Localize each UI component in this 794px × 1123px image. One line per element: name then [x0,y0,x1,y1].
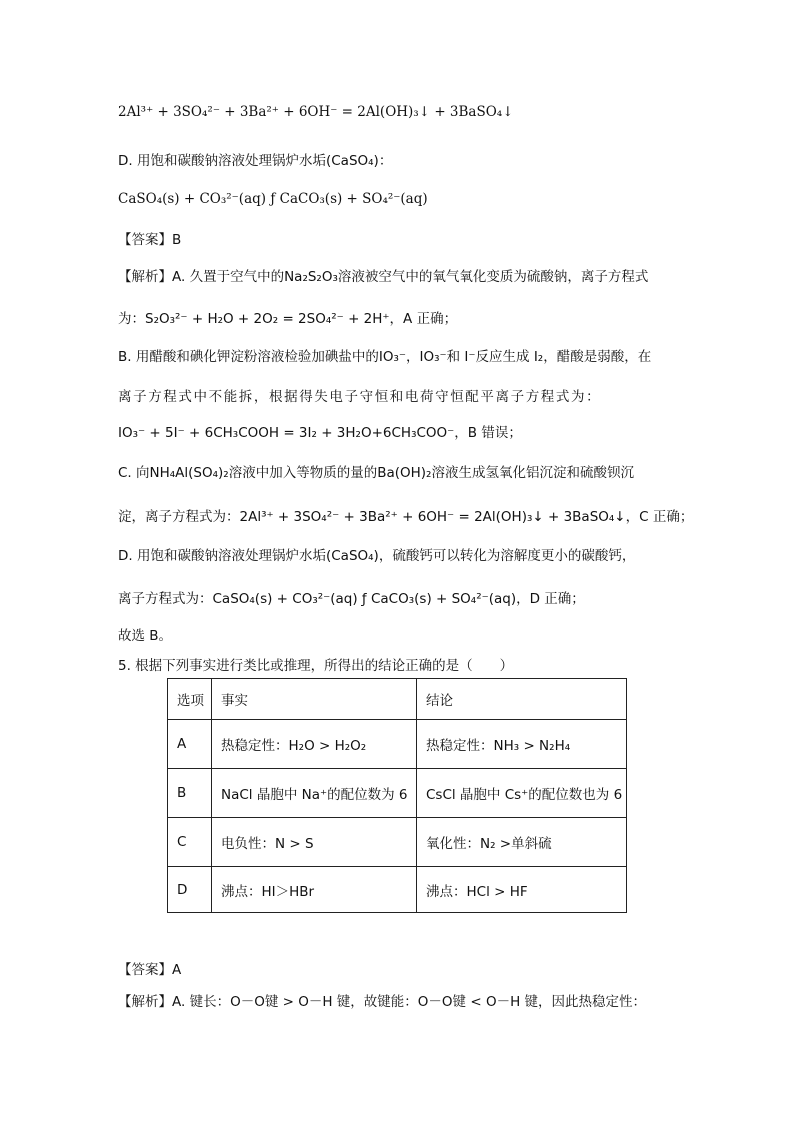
table-row [168,720,627,769]
table-cell: D [168,867,212,913]
q4-analysis-line: C. 向NH₄Al(SO₄)₂溶液中加入等物质的量的Ba(OH)₂溶液生成氢氧化铝沉淀和硫酸钡沉 [118,465,634,481]
table-cell: C [168,818,212,867]
table-cell: 电负性：N > S [212,818,417,867]
q4-analysis-line: D. 用饱和碳酸钠溶液处理锅炉水垢(CaSO₄)，硫酸钙可以转化为溶解度更小的碳酸钙， [118,548,636,564]
q4-answer: 【答案】B [118,232,182,248]
top-equation: 2Al³⁺ + 3SO₄²⁻ + 3Ba²⁺ + 6OH⁻ = 2Al(OH)₃↓ + 3BaSO₄↓ [118,104,514,120]
table-cell: CsCl 晶胞中 Cs⁺的配位数也为 6 [417,769,627,818]
q5-stem: 5. 根据下列事实进行类比或推理，所得出的结论正确的是（ ） [118,658,514,674]
table-cell: 氧化性：N₂ >单斜硫 [417,818,627,867]
q5-answer: 【答案】A [118,962,182,978]
table-cell: B [168,769,212,818]
q4-analysis-line: 【解析】A. 久置于空气中的Na₂S₂O₃溶液被空气中的氧气氧化变质为硫酸钠，离子方程式 [118,269,649,285]
table-cell: NaCl 晶胞中 Na⁺的配位数为 6 [212,769,417,818]
q5-options-table [167,678,627,913]
q4-analysis-line: 故选 B。 [118,628,173,644]
option-d-label: D. 用饱和碳酸钠溶液处理锅炉水垢(CaSO₄)： [118,153,393,169]
table-cell: 沸点：HCl > HF [417,867,627,913]
q4-analysis-line: 离子方程式中不能拆，根据得失电子守恒和电荷守恒配平离子方程式为： [118,389,602,405]
q4-analysis-line: IO₃⁻ + 5I⁻ + 6CH₃COOH = 3I₂ + 3H₂O+6CH₃COO⁻，B 错误； [118,425,522,441]
q4-analysis-line: 淀，离子方程式为：2Al³⁺ + 3SO₄²⁻ + 3Ba²⁺ + 6OH⁻ = 2Al(OH)₃↓ + 3BaSO₄↓，C 正确； [118,509,694,525]
table-cell: 沸点：HI＞HBr [212,867,417,913]
table-row [168,769,627,818]
table-cell: A [168,720,212,769]
q4-analysis-line: 为：S₂O₃²⁻ + H₂O + 2O₂ = 2SO₄²⁻ + 2H⁺，A 正确； [118,311,458,327]
q4-analysis-line: B. 用醋酸和碘化钾淀粉溶液检验加碘盐中的IO₃⁻，IO₃⁻和 I⁻反应生成 I₂，醋酸是弱酸，在 [118,349,652,365]
table-cell: 热稳定性：H₂O > H₂O₂ [212,720,417,769]
table-cell: 热稳定性：NH₃ > N₂H₄ [417,720,627,769]
table-header-cell: 结论 [417,679,627,720]
q4-analysis-line: 离子方程式为：CaSO₄(s) + CO₃²⁻(aq) ƒ CaCO₃(s) + SO₄²⁻(aq)，D 正确； [118,591,585,607]
table-header-cell: 事实 [212,679,417,720]
table-header-row [168,679,627,720]
table-header-cell: 选项 [168,679,212,720]
table-row [168,867,627,913]
q5-analysis-line: 【解析】A. 键长：O－O键 > O－H 键，故键能：O－O键 < O－H 键，因此热稳定性： [118,994,647,1010]
option-d-equation: CaSO₄(s) + CO₃²⁻(aq) ƒ CaCO₃(s) + SO₄²⁻(aq) [118,191,428,207]
table-row [168,818,627,867]
